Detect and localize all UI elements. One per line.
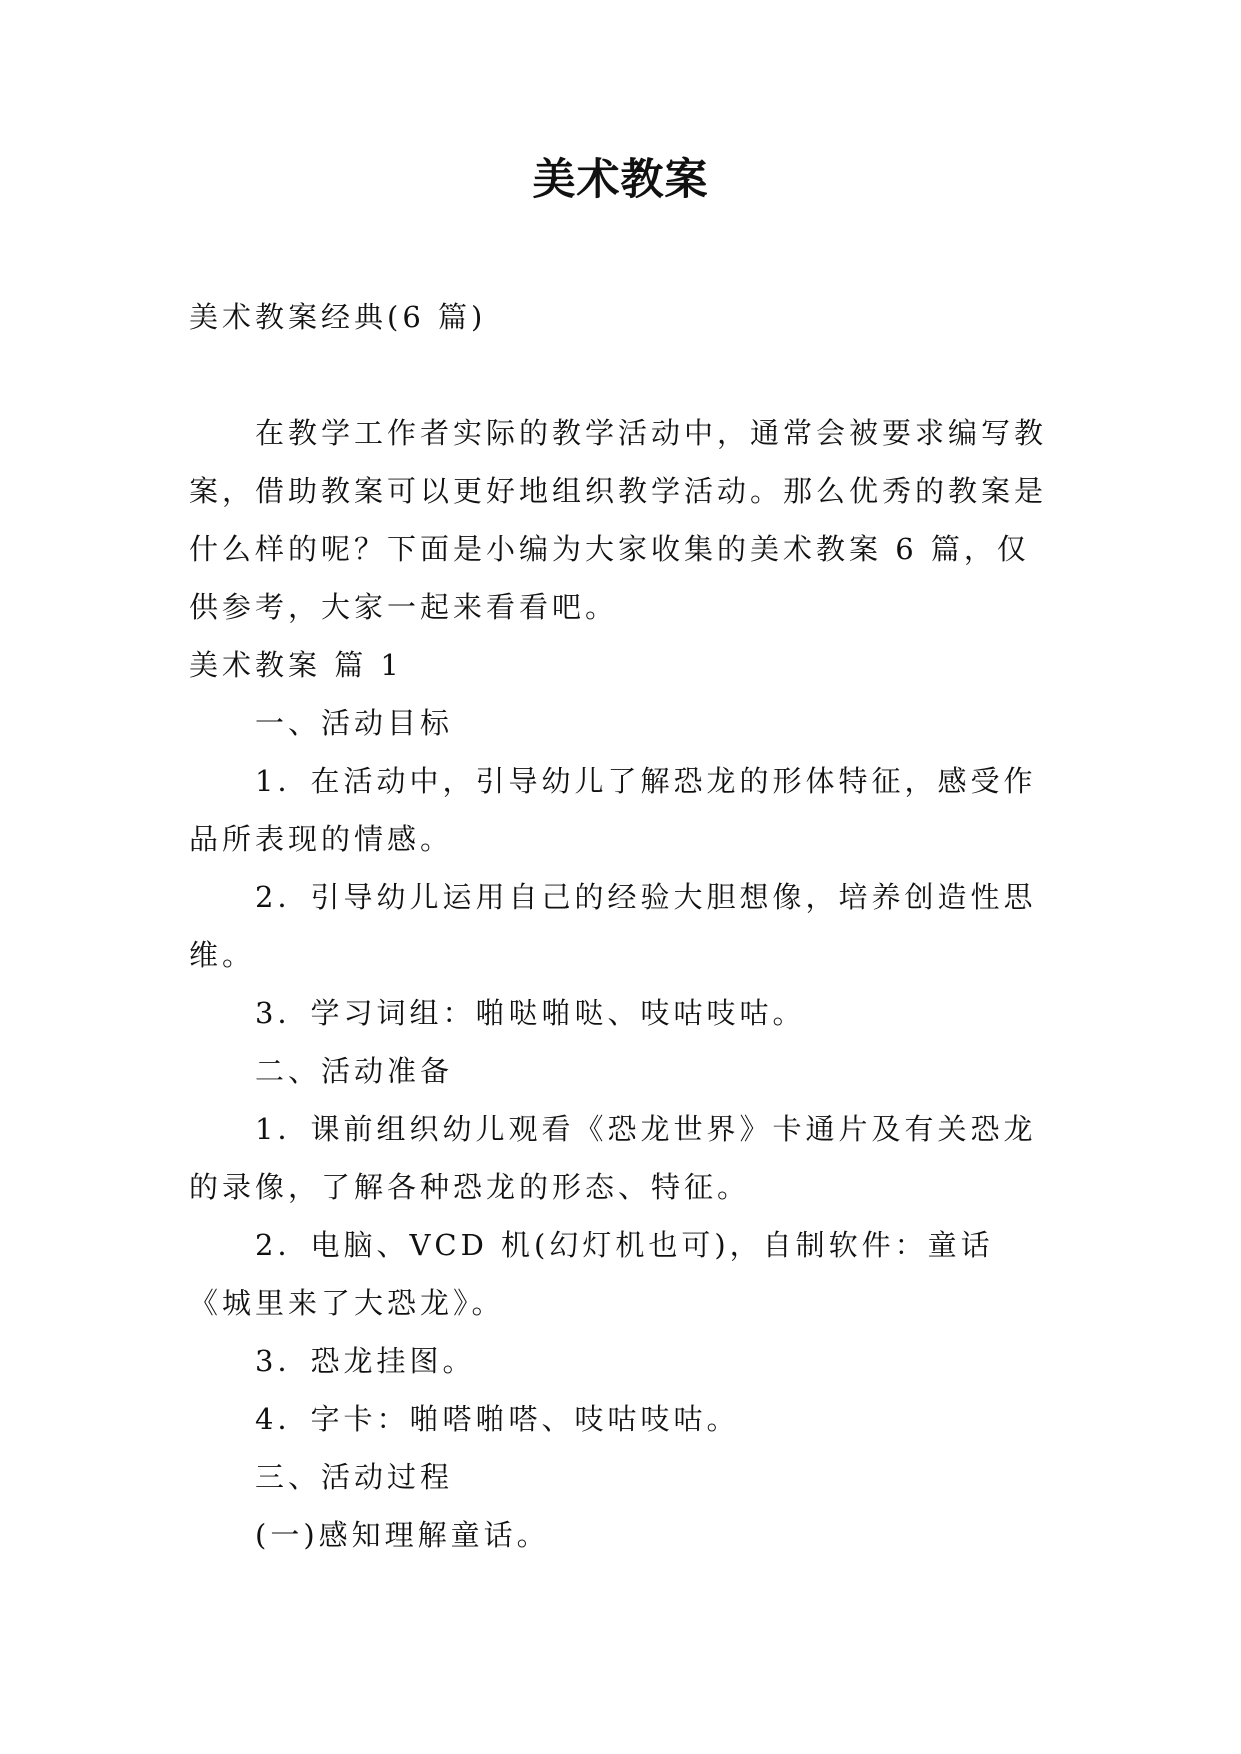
intro-paragraph: 在教学工作者实际的教学活动中，通常会被要求编写教案，借助教案可以更好地组织教学活动。那么优秀的教案是什么样的呢？下面是小编为大家收集的美术教案 6 篇，仅供参考，大家一起来看看吧。 [189, 416, 1048, 624]
document-subtitle: 美术教案经典(6 篇) [189, 300, 487, 334]
preparation-item-2: 2．电脑、VCD 机(幻灯机也可)，自制软件：童话《城里来了大恐龙》。 [189, 1228, 994, 1320]
goal-item-3: 3．学习词组：啪哒啪哒、吱咕吱咕。 [255, 996, 806, 1030]
process-step-1: (一)感知理解童话。 [255, 1518, 550, 1552]
preparation-item-3: 3．恐龙挂图。 [255, 1344, 476, 1378]
preparation-item-4: 4．字卡：啪嗒啪嗒、吱咕吱咕。 [255, 1402, 740, 1436]
heading-activity-preparation: 二、活动准备 [255, 1054, 454, 1088]
heading-activity-goals: 一、活动目标 [255, 706, 454, 740]
goal-item-2: 2．引导幼儿运用自己的经验大胆想像，培养创造性思维。 [189, 880, 1037, 972]
section-title: 美术教案 篇 1 [189, 648, 403, 682]
document-body [189, 288, 1055, 1564]
page-title: 美术教案 [532, 155, 709, 205]
heading-activity-process: 三、活动过程 [255, 1460, 454, 1494]
goal-item-1: 1．在活动中，引导幼儿了解恐龙的形体特征，感受作品所表现的情感。 [189, 764, 1037, 856]
preparation-item-1: 1．课前组织幼儿观看《恐龙世界》卡通片及有关恐龙的录像，了解各种恐龙的形态、特征。 [189, 1112, 1037, 1204]
